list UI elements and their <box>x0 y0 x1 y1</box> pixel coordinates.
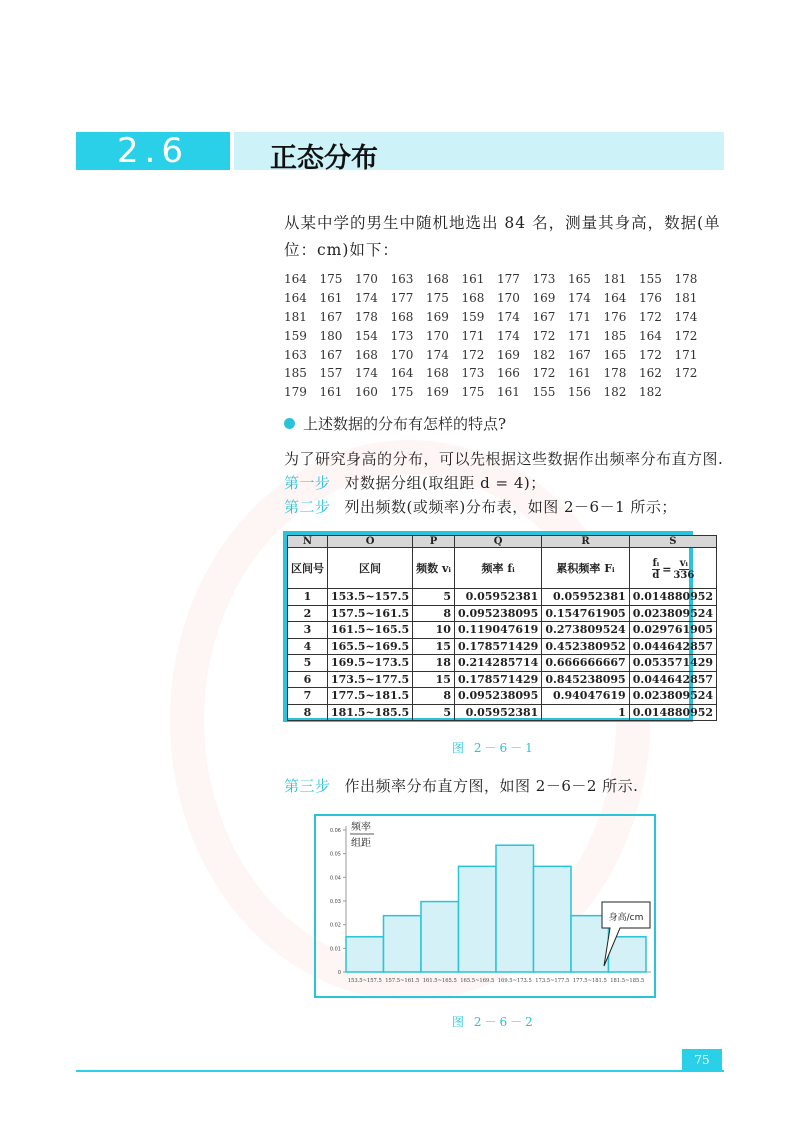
cell-cumulative: 0.666666667 <box>542 655 629 672</box>
histogram-chart <box>316 816 654 996</box>
data-row <box>284 383 710 402</box>
x-tick-label: 173.5~177.5 <box>535 978 570 984</box>
col-letter: O <box>328 536 413 548</box>
data-value: 173 <box>532 272 556 287</box>
cell-frequency: 0.178571429 <box>454 671 541 688</box>
x-tick-label: 177.5~181.5 <box>572 978 607 984</box>
frequency-table <box>283 531 714 722</box>
col-letter: P <box>413 536 455 548</box>
data-value: 164 <box>603 291 627 306</box>
data-value: 168 <box>426 366 449 381</box>
data-value: 174 <box>568 291 591 306</box>
histogram-bar <box>346 937 384 972</box>
cell-cumulative: 0.154761905 <box>542 605 629 622</box>
cell-interval: 153.5~157.5 <box>328 589 413 606</box>
cell-count: 5 <box>413 589 455 606</box>
table-row <box>288 589 717 606</box>
data-value: 178 <box>674 272 698 287</box>
data-value: 185 <box>284 366 307 381</box>
data-value: 172 <box>532 366 556 381</box>
histogram-bar <box>534 866 572 972</box>
y-tick-label: 0.03 <box>329 899 341 905</box>
step-two <box>284 496 677 517</box>
data-value: 164 <box>639 328 662 343</box>
data-value: 175 <box>426 291 449 306</box>
col-letter: Q <box>454 536 541 548</box>
step-three <box>284 775 638 796</box>
cell-count: 15 <box>413 671 455 688</box>
cell-interval: 165.5~169.5 <box>328 638 413 655</box>
cell-cumulative: 0.94047619 <box>542 688 629 705</box>
data-value: 175 <box>461 385 485 400</box>
cell-cumulative: 0.845238095 <box>542 671 629 688</box>
section-number: 2.6 <box>116 131 190 171</box>
data-row <box>284 270 710 289</box>
data-value: 168 <box>426 272 449 287</box>
data-value: 173 <box>390 328 414 343</box>
x-tick-label: 165.5~169.5 <box>460 978 495 984</box>
data-value: 173 <box>461 366 485 381</box>
data-value: 164 <box>284 291 307 306</box>
data-value: 165 <box>568 272 591 287</box>
bullet-icon <box>284 418 295 429</box>
cell-frequency: 0.095238095 <box>454 605 541 622</box>
data-value: 155 <box>532 385 556 400</box>
data-value: 160 <box>355 385 378 400</box>
formula-equals: = <box>662 562 672 576</box>
cell-group: 6 <box>288 671 328 688</box>
cell-cumulative: 0.452380952 <box>542 638 629 655</box>
intro-paragraph: 从某中学的男生中随机地选出 84 名，测量其身高，数据(单位：cm)如下： <box>284 214 721 259</box>
data-value: 156 <box>568 385 591 400</box>
data-value: 181 <box>603 272 627 287</box>
cell-group: 5 <box>288 655 328 672</box>
data-value: 161 <box>319 291 343 306</box>
data-row <box>284 345 710 364</box>
y-tick-label: 0 <box>337 970 341 976</box>
cell-count: 5 <box>413 704 455 721</box>
header-cumulative: 累积频率 Fᵢ <box>542 548 629 589</box>
cell-density: 0.014880952 <box>629 589 716 606</box>
data-value: 163 <box>390 272 414 287</box>
col-letter: N <box>288 536 328 548</box>
table-header-row <box>288 548 717 589</box>
question-line <box>284 413 506 434</box>
cell-density: 0.029761905 <box>629 622 716 639</box>
data-value: 171 <box>568 309 591 324</box>
cell-interval: 169.5~173.5 <box>328 655 413 672</box>
data-value: 174 <box>426 347 449 362</box>
raw-height-data <box>284 270 710 402</box>
header-frequency: 频率 fᵢ <box>454 548 541 589</box>
data-value: 169 <box>426 309 449 324</box>
data-value: 161 <box>497 385 520 400</box>
cell-count: 10 <box>413 622 455 639</box>
data-value: 185 <box>603 328 627 343</box>
page-number: 75 <box>682 1049 722 1071</box>
data-value: 171 <box>568 328 591 343</box>
formula-num2: vᵢ <box>679 557 688 569</box>
data-value: 174 <box>355 291 378 306</box>
figure-caption-1: 图 2－6－1 <box>452 741 536 755</box>
data-value: 168 <box>390 309 414 324</box>
cell-count: 18 <box>413 655 455 672</box>
cell-frequency: 0.095238095 <box>454 688 541 705</box>
spreadsheet-column-letters <box>288 536 717 548</box>
step-one-label: 第一步 <box>284 474 331 492</box>
cell-group: 4 <box>288 638 328 655</box>
cell-group: 1 <box>288 589 328 606</box>
y-label-bottom: 组距 <box>351 838 371 849</box>
formula-num: fᵢ <box>652 557 660 569</box>
cell-density: 0.044642857 <box>629 671 716 688</box>
data-value: 174 <box>497 309 520 324</box>
figure-caption-2: 图 2－6－2 <box>452 1015 536 1029</box>
cell-interval: 173.5~177.5 <box>328 671 413 688</box>
data-value: 161 <box>461 272 485 287</box>
x-tick-label: 161.5~165.5 <box>422 978 457 984</box>
table-row <box>288 688 717 705</box>
cell-group: 7 <box>288 688 328 705</box>
data-value: 170 <box>497 291 520 306</box>
header-interval: 区间 <box>328 548 413 589</box>
data-value: 169 <box>497 347 520 362</box>
data-value: 170 <box>355 272 378 287</box>
cell-group: 2 <box>288 605 328 622</box>
data-value: 182 <box>532 347 556 362</box>
step-two-label: 第二步 <box>284 498 331 516</box>
y-tick-label: 0.06 <box>329 828 341 834</box>
x-axis-label: 身高/cm <box>608 913 644 923</box>
data-value: 170 <box>390 347 414 362</box>
cell-interval: 161.5~165.5 <box>328 622 413 639</box>
density-formula <box>652 558 695 581</box>
data-value: 167 <box>532 309 556 324</box>
formula-den2: 336 <box>673 569 695 581</box>
data-value: 154 <box>355 328 378 343</box>
y-tick-label: 0.04 <box>329 875 341 882</box>
cell-frequency: 0.119047619 <box>454 622 541 639</box>
table-row <box>288 671 717 688</box>
table-row <box>288 704 717 721</box>
cell-frequency: 0.178571429 <box>454 638 541 655</box>
cell-frequency: 0.214285714 <box>454 655 541 672</box>
data-row <box>284 289 710 308</box>
data-value: 159 <box>461 309 485 324</box>
data-value: 167 <box>568 347 591 362</box>
section-number-banner <box>76 132 230 170</box>
table-row <box>288 638 717 655</box>
data-value: 178 <box>603 366 627 381</box>
question-text: 上述数据的分布有怎样的特点? <box>303 415 507 433</box>
x-tick-label: 169.5~173.5 <box>497 978 532 984</box>
data-value: 172 <box>639 309 662 324</box>
y-tick-label: 0.02 <box>329 922 341 929</box>
cell-count: 8 <box>413 688 455 705</box>
formula-den: d <box>652 569 660 581</box>
data-row <box>284 364 710 383</box>
data-value: 168 <box>355 347 378 362</box>
bottom-rule <box>76 1070 724 1072</box>
cell-frequency: 0.05952381 <box>454 589 541 606</box>
data-value: 174 <box>674 309 698 324</box>
data-value: 157 <box>319 366 343 381</box>
cell-density: 0.014880952 <box>629 704 716 721</box>
data-value: 162 <box>639 366 662 381</box>
cell-frequency: 0.05952381 <box>454 704 541 721</box>
data-value: 171 <box>674 347 698 362</box>
col-letter: R <box>542 536 629 548</box>
data-value: 163 <box>284 347 307 362</box>
data-value: 182 <box>639 385 662 400</box>
data-value: 179 <box>284 385 307 400</box>
header-count: 频数 vᵢ <box>413 548 455 589</box>
cell-cumulative: 0.05952381 <box>542 589 629 606</box>
cell-group: 3 <box>288 622 328 639</box>
y-tick-label: 0.05 <box>329 851 341 858</box>
data-value: 164 <box>284 272 307 287</box>
cell-count: 15 <box>413 638 455 655</box>
step-three-text: 作出频率分布直方图，如图 2－6－2 所示. <box>344 777 639 795</box>
data-value: 177 <box>497 272 520 287</box>
data-value: 172 <box>532 328 556 343</box>
data-value: 170 <box>426 328 449 343</box>
cell-density: 0.053571429 <box>629 655 716 672</box>
y-label-top: 频率 <box>351 822 371 833</box>
y-tick-label: 0.01 <box>329 946 341 953</box>
x-tick-label: 153.5~157.5 <box>347 978 382 984</box>
data-value: 172 <box>639 347 662 362</box>
col-letter: S <box>629 536 716 548</box>
data-value: 165 <box>603 347 627 362</box>
data-value: 164 <box>390 366 414 381</box>
cell-count: 8 <box>413 605 455 622</box>
step-one <box>284 472 546 493</box>
header-density <box>629 548 716 589</box>
histogram-bar <box>384 916 422 972</box>
table-row <box>288 622 717 639</box>
histogram-bar <box>496 845 534 972</box>
cell-group: 8 <box>288 704 328 721</box>
data-value: 167 <box>319 309 343 324</box>
data-value: 169 <box>426 385 449 400</box>
data-value: 181 <box>284 309 307 324</box>
histogram-bar <box>459 866 497 972</box>
data-value: 175 <box>390 385 414 400</box>
data-value: 166 <box>497 366 520 381</box>
data-value: 169 <box>532 291 556 306</box>
data-value: 168 <box>461 291 485 306</box>
x-tick-label: 181.5~185.5 <box>610 978 645 984</box>
data-value: 178 <box>355 309 378 324</box>
step-two-text: 列出频数(或频率)分布表，如图 2－6－1 所示； <box>344 498 677 516</box>
x-tick-label: 157.5~161.5 <box>385 978 420 984</box>
table-row <box>288 655 717 672</box>
data-value: 171 <box>461 328 485 343</box>
header-group: 区间号 <box>288 548 328 589</box>
data-value: 176 <box>603 309 627 324</box>
data-value: 161 <box>568 366 591 381</box>
data-value: 172 <box>674 366 698 381</box>
paragraph-research: 为了研究身高的分布，可以先根据这些数据作出频率分布直方图. <box>284 450 724 468</box>
section-title-banner <box>234 132 724 174</box>
data-value: 181 <box>674 291 698 306</box>
section-title: 正态分布 <box>270 143 378 174</box>
cell-cumulative: 1 <box>542 704 629 721</box>
data-row <box>284 308 710 327</box>
data-value: 180 <box>319 328 343 343</box>
data-value: 175 <box>319 272 343 287</box>
data-value: 167 <box>319 347 343 362</box>
data-value: 176 <box>639 291 662 306</box>
cell-density: 0.023809524 <box>629 688 716 705</box>
cell-density: 0.044642857 <box>629 638 716 655</box>
data-value: 172 <box>461 347 485 362</box>
histogram-bar <box>421 902 459 972</box>
cell-interval: 157.5~161.5 <box>328 605 413 622</box>
data-value: 159 <box>284 328 307 343</box>
data-row <box>284 326 710 345</box>
histogram-frame <box>314 814 656 998</box>
cell-interval: 181.5~185.5 <box>328 704 413 721</box>
data-value: 177 <box>390 291 414 306</box>
data-value: 174 <box>355 366 378 381</box>
data-value: 172 <box>674 328 698 343</box>
data-value: 182 <box>603 385 627 400</box>
data-value: 155 <box>639 272 662 287</box>
cell-interval: 177.5~181.5 <box>328 688 413 705</box>
table-row <box>288 605 717 622</box>
step-three-label: 第三步 <box>284 777 331 795</box>
data-value: 174 <box>497 328 520 343</box>
data-value: 161 <box>319 385 343 400</box>
cell-density: 0.023809524 <box>629 605 716 622</box>
cell-cumulative: 0.273809524 <box>542 622 629 639</box>
step-one-text: 对数据分组(取组距 d = 4)； <box>344 474 546 492</box>
